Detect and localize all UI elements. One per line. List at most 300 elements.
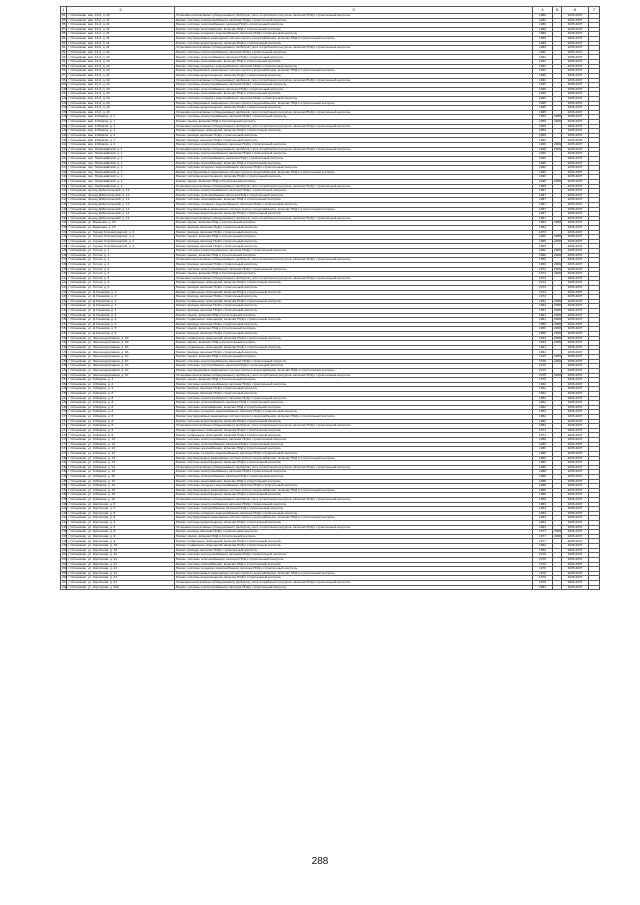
row-number-cell: 100: [62, 86, 68, 91]
year-built-cell: 1989: [533, 32, 553, 37]
year-built-cell: 1992: [533, 64, 553, 69]
year-built-cell: 1986: [533, 451, 553, 456]
planned-period-cell: 2035-2037: [562, 281, 589, 286]
planned-period-cell: 2035-2037: [562, 272, 589, 277]
work-type-cell: Ремонт системы электроснабжения, включая ПСД и строительный контроль: [175, 152, 533, 157]
year-built-cell: 1986: [533, 438, 553, 443]
planned-period-cell: 2035-2037: [562, 184, 589, 189]
row-number-cell: 181: [62, 460, 68, 465]
year-built-cell: 1989: [533, 23, 553, 28]
work-type-cell: Установка коллективных (общедомовых) приборов учета потребления ресурсов, включая ПСД и строительный контроль: [175, 497, 533, 502]
row-number-cell: 153: [62, 331, 68, 336]
work-type-cell: Ремонт фасада, включая ПСД и строительный контроль: [175, 285, 533, 290]
year-built-cell: 1983: [533, 502, 553, 507]
year-built-cell: 1962: [533, 304, 553, 309]
row-number-cell: 148: [62, 308, 68, 313]
year-built-cell: 1976: [533, 571, 553, 576]
work-type-cell: Ремонт фасада, включая ПСД и строительный контроль: [175, 309, 533, 314]
work-type-cell: Ремонт системы теплоснабжения, включая ПСД и строительный контроль: [175, 55, 533, 60]
planned-period-cell: 2035-2037: [562, 516, 589, 521]
work-type-cell: Ремонт внутридомовых инженерных систем горячего водоснабжения, включая ПСД и строительный контроль: [175, 69, 533, 74]
planned-period-cell: 2035-2037: [562, 193, 589, 198]
planned-period-cell: 2035-2037: [562, 179, 589, 184]
planned-period-cell: 2035-2037: [562, 78, 589, 83]
planned-period-cell: 2035-2037: [562, 60, 589, 65]
work-type-cell: Ремонт системы электроснабжения, включая ПСД и строительный контроль: [175, 396, 533, 401]
address-cell: г. Оятьмково, ул. Железнодорожная, д. 6А: [67, 336, 175, 341]
row-number-cell: 94: [62, 59, 66, 64]
row-number-cell: 184: [62, 473, 68, 478]
address-cell: г. Оятьмково, проезд Добросельский, д. 12: [67, 189, 175, 194]
row-number-cell: 204: [62, 566, 68, 571]
work-type-cell: Установка коллективных (общедомовых) приборов учета потребления ресурсов, включая ПСД и строительный контроль: [175, 276, 533, 281]
planned-period-cell: 2035-2037: [562, 507, 589, 512]
row-number-cell: 151: [62, 321, 68, 326]
year-renovated-cell: 2008: [554, 340, 561, 345]
address-cell: г. Оятьмково, мкн. 13-й, д. 21: [67, 41, 175, 46]
year-built-cell: 1988: [533, 479, 553, 484]
year-built-cell: 1986: [533, 447, 553, 452]
planned-period-cell: 2035-2037: [562, 55, 589, 60]
work-type-cell: Установка коллективных (общедомовых) приборов учета потребления ресурсов, включая ПСД и строительный контроль: [175, 78, 533, 83]
year-built-cell: 1990: [533, 184, 553, 189]
row-number-cell: 114: [62, 151, 67, 156]
work-type-cell: Установка коллективных (общедомовых) приборов учета потребления ресурсов, включая ПСД и строительный контроль: [175, 373, 533, 378]
row-number-cell: 108: [62, 123, 68, 128]
year-built-cell: 1968: [533, 147, 553, 152]
planned-period-cell: 2035-2037: [562, 212, 589, 217]
planned-period-cell: 2035-2037: [562, 244, 589, 249]
planned-period-cell: 2035-2037: [562, 262, 589, 267]
work-type-cell: Ремонт внутридомовых инженерных систем горячего водоснабжения, включая ПСД и строительный контроль: [175, 456, 533, 461]
row-number-cell: 150: [62, 317, 68, 322]
year-built-cell: 1986: [533, 456, 553, 461]
planned-period-cell: 2035-2037: [562, 451, 589, 456]
planned-period-cell: 2035-2037: [562, 562, 589, 567]
planned-period-cell: 2035-2037: [562, 341, 589, 346]
row-number-cell: 159: [62, 358, 68, 363]
planned-period-cell: 2035-2037: [562, 424, 589, 429]
year-built-cell: 1990: [533, 170, 553, 175]
year-built-cell: 1987: [533, 198, 553, 203]
address-cell: г. Оятьмково, ул. Железнодорожная, д. 10: [67, 359, 175, 364]
planned-period-cell: 2035-2037: [562, 258, 589, 263]
row-number-cell: 168: [62, 400, 68, 405]
planned-period-cell: 2035-2037: [562, 322, 589, 327]
planned-period-cell: 2035-2037: [562, 161, 589, 166]
row-number-cell: 173: [62, 423, 68, 428]
year-built-cell: 1987: [533, 216, 553, 221]
row-number-cell: 179: [62, 450, 68, 455]
address-cell: г. Оятьмково, ул. К.Маркса, д. 9: [67, 433, 175, 438]
planned-period-cell: 2035-2037: [562, 359, 589, 364]
year-renovated-cell: 2008: [554, 321, 561, 326]
work-type-cell: Ремонт системы холодного водоснабжения, включая ПСД и строительный контроль: [175, 567, 533, 572]
year-built-cell: 1956: [533, 327, 553, 332]
work-type-cell: Ремонт системы холодного водоснабжения, включая ПСД и строительный контроль: [175, 64, 533, 69]
row-number-cell: 172: [62, 418, 68, 423]
planned-period-cell: 2035-2037: [562, 295, 589, 300]
work-type-cell: Ремонт фасада, включая ПСД и строительный контроль: [175, 244, 533, 249]
row-number-cell: 166: [62, 391, 68, 396]
row-number-cell: 160: [62, 363, 68, 368]
planned-period-cell: 2035-2037: [562, 548, 589, 553]
address-cell: г. Оятьмково, пер. Первомайский, д. 1: [67, 179, 175, 184]
year-built-cell: 1995: [533, 92, 553, 97]
planned-period-cell: 2035-2037: [562, 83, 589, 88]
year-built-cell: 1977: [533, 534, 553, 539]
planned-period-cell: 2035-2037: [562, 571, 589, 576]
address-cell: г. Оятьмково, мкн. 13-й, д. 21: [67, 23, 175, 28]
year-built-cell: 1991: [533, 345, 553, 350]
address-cell: г. Оятьмково, пер. Первомайский, д. 1: [67, 161, 175, 166]
planned-period-cell: 2035-2037: [562, 396, 589, 401]
row-number-cell: 170: [62, 409, 68, 414]
address-cell: г. Оятьмково, ул. Кирпичная, д. 5: [67, 507, 175, 512]
row-number-cell: 207: [62, 580, 68, 584]
address-cell: г. Оятьмково, мкн. 13-й, д. 22: [67, 69, 175, 74]
address-cell: г. Оятьмково, мкн. 13-й, д. 21: [67, 27, 175, 32]
year-built-cell: 1983: [533, 507, 553, 512]
planned-period-cell: 2035-2037: [562, 484, 589, 489]
planned-period-cell: 2035-2037: [562, 156, 589, 161]
year-built-cell: 1989: [533, 18, 553, 23]
planned-period-cell: 2035-2037: [562, 378, 589, 383]
address-cell: г. Оятьмково, ул. Кирпичная, д. 21: [67, 557, 175, 562]
work-type-cell: Установка коллективных (общедомовых) приборов учета потребления ресурсов, включая ПСД и строительный контроль: [175, 580, 533, 585]
planned-period-cell: 2035-2037: [562, 299, 589, 304]
planned-period-cell: 2035-2037: [562, 96, 589, 101]
planned-period-cell: 2035-2037: [562, 553, 589, 558]
address-cell: г. Оятьмково, ул. Д.Ульянова, д. 4: [67, 322, 175, 327]
address-cell: г. Оятьмково, пер. Первомайский, д. 1: [67, 152, 175, 157]
work-type-cell: Ремонт системы водоотведения, включая ПСД и строительный контроль: [175, 41, 533, 46]
address-cell: г. Оятьмково, ул. Героев Сталинградской, д. 4: [67, 235, 175, 240]
year-renovated-cell: 2009: [554, 354, 561, 359]
work-type-cell: Ремонт внутридомовых инженерных систем горячего водоснабжения, включая ПСД и строительный контроль: [175, 101, 533, 106]
work-type-cell: Ремонт крыши, включая ПСД и строительный контроль: [175, 272, 533, 277]
address-cell: г. Оятьмково, проезд Добросельский, д. 12: [67, 198, 175, 203]
address-cell: г. Оятьмково, ул. Кирпичная, д. 9: [67, 530, 175, 535]
planned-period-cell: 2035-2037: [562, 37, 589, 42]
work-type-cell: Установка коллективных (общедомовых) приборов учета потребления ресурсов, включая ПСД и строительный контроль: [175, 216, 533, 221]
work-type-cell: Ремонт системы холодного водоснабжения, включая ПСД и строительный контроль: [175, 451, 533, 456]
year-built-cell: 1960: [533, 138, 553, 143]
row-number-cell: 134: [62, 243, 68, 248]
work-type-cell: Ремонт системы теплоснабжения, включая ПСД и строительный контроль: [175, 23, 533, 28]
address-cell: г. Оятьмково, ул. К.Маркса, д. 8: [67, 405, 175, 410]
planned-period-cell: 2035-2037: [562, 41, 589, 46]
row-number-cell: 164: [62, 381, 68, 386]
year-built-cell: 1992: [533, 55, 553, 60]
year-built-cell: 1983: [533, 511, 553, 516]
work-type-cell: Ремонт подвальных помещений, включая ПСД и строительный контроль: [175, 290, 533, 295]
year-built-cell: 1965: [533, 239, 553, 244]
year-built-cell: 1962: [533, 544, 553, 549]
year-built-cell: 1991: [533, 350, 553, 355]
row-number-cell: 188: [62, 492, 68, 497]
work-type-cell: Ремонт подвальных помещений, включая ПСД и строительный контроль: [175, 336, 533, 341]
work-type-cell: Ремонт системы электроснабжения, включая ПСД и строительный контроль: [175, 470, 533, 475]
work-type-cell: Ремонт крыши, включая ПСД и строительный контроль: [175, 253, 533, 258]
row-number-cell: 109: [62, 128, 68, 133]
work-type-cell: Ремонт системы газоснабжения, включая ПСД и строительный контроль: [175, 562, 533, 567]
address-cell: г. Оятьмково, ул. К.Маркса, д. 9: [67, 428, 175, 433]
work-type-cell: Ремонт фасада, включая ПСД и строительный контроль: [175, 239, 533, 244]
row-number-cell: 107: [62, 119, 68, 124]
planned-period-cell: 2035-2037: [562, 488, 589, 493]
year-built-cell: 1988: [533, 470, 553, 475]
extra-cell: [589, 585, 600, 590]
address-cell: г. Оятьмково, мкн. К.Маркса, д. 1: [67, 120, 175, 125]
work-type-cell: Ремонт фасада, включая ПСД и строительный контроль: [175, 138, 533, 143]
year-built-cell: 1956: [533, 332, 553, 337]
work-type-cell: Ремонт системы электроснабжения, включая ПСД и строительный контроль: [175, 585, 533, 590]
planned-period-cell: 2035-2037: [562, 419, 589, 424]
address-cell: г. Оятьмково, ул. К.Маркса, д. 13: [67, 465, 175, 470]
year-built-cell: 1995: [533, 110, 553, 115]
row-number-cell: 121: [62, 183, 68, 188]
address-cell: г. Оятьмково, мкн. 13-й, д. 23: [67, 106, 175, 111]
address-cell: г. Оятьмково, мкн. 13-й, д. 23: [67, 101, 175, 106]
work-type-cell: Ремонт системы электроснабжения, включая ПСД и строительный контроль: [175, 382, 533, 387]
planned-period-cell: 2035-2037: [562, 530, 589, 535]
work-type-cell: Ремонт системы газоснабжения, включая ПСД и строительный контроль: [175, 161, 533, 166]
address-cell: г. Оятьмково, мкн. К.Маркса, д. 2: [67, 133, 175, 138]
year-built-cell: 1990: [533, 166, 553, 171]
row-number-cell: 156: [62, 344, 68, 349]
address-cell: г. Оятьмково, ул. Железнодорожная, д. 10: [67, 355, 175, 360]
planned-period-cell: 2035-2037: [562, 50, 589, 55]
row-number-cell: 118: [62, 169, 67, 174]
year-built-cell: 1977: [533, 539, 553, 544]
planned-period-cell: 2035-2037: [562, 69, 589, 74]
work-type-cell: Ремонт системы теплоснабжения, включая ПСД и строительный контроль: [175, 87, 533, 92]
schedule-table: [60, 6, 600, 590]
address-cell: г. Оятьмково, ул. Баранова, д. 15: [67, 221, 175, 226]
work-type-cell: Ремонт внутридомовых инженерных систем горячего водоснабжения, включая ПСД и строительный контроль: [175, 415, 533, 420]
address-cell: г. Оятьмково, ул. Д.Ульянова, д. 5: [67, 332, 175, 337]
work-type-cell: Ремонт крыши, включая ПСД и строительный контроль: [175, 221, 533, 226]
row-number-cell: 149: [62, 312, 68, 317]
planned-period-cell: 2035-2037: [562, 309, 589, 314]
year-built-cell: 1973: [533, 281, 553, 286]
address-cell: г. Оятьмково, ул. Гоголя, д. 3: [67, 272, 175, 277]
row-number-cell: 163: [62, 377, 68, 382]
year-built-cell: 1960: [533, 262, 553, 267]
year-built-cell: 1962: [533, 382, 553, 387]
work-type-cell: Ремонт системы теплоснабжения, включая ПСД и строительный контроль: [175, 401, 533, 406]
row-number-cell: 86: [62, 22, 66, 27]
work-type-cell: Ремонт подвальных помещений, включая ПСД и строительный контроль: [175, 281, 533, 286]
work-type-cell: Ремонт системы электроснабжения, включая ПСД и строительный контроль: [175, 267, 533, 272]
planned-period-cell: 2035-2037: [562, 304, 589, 309]
year-built-cell: 1990: [533, 161, 553, 166]
planned-period-cell: 2035-2037: [562, 276, 589, 281]
year-built-cell: 1965: [533, 235, 553, 240]
row-number-cell: 165: [62, 386, 68, 391]
work-type-cell: Ремонт фасада, включая ПСД и строительный контроль: [175, 230, 533, 235]
address-cell: г. Оятьмково, ул. Железнодорожная, д. 6А: [67, 341, 175, 346]
address-cell: г. Оятьмково, проезд Добросельский, д. 12: [67, 216, 175, 221]
row-number-cell: 131: [62, 229, 68, 234]
row-number-cell: 161: [62, 367, 68, 372]
address-cell: г. Оятьмково, ул. Д.Ульянова, д. 4: [67, 313, 175, 318]
address-cell: г. Оятьмково, мкн. 13-й, д. 22: [67, 50, 175, 55]
address-cell: г. Оятьмково, ул. К.Маркса, д. 2: [67, 387, 175, 392]
planned-period-cell: 2035-2037: [562, 92, 589, 97]
row-number-cell: 97: [62, 72, 66, 77]
row-number-cell: 87: [62, 26, 66, 31]
row-number-cell: 93: [62, 54, 66, 59]
year-renovated-cell: 2009: [554, 358, 561, 363]
planned-period-cell: 2035-2037: [562, 120, 589, 125]
address-cell: г. Оятьмково, ул. Кирпичная, д. 33А: [67, 585, 175, 590]
planned-period-cell: 2035-2037: [562, 373, 589, 378]
planned-period-cell: 2035-2037: [562, 534, 589, 539]
work-type-cell: Ремонт подвальных помещений, включая ПСД и строительный контроль: [175, 428, 533, 433]
planned-period-cell: 2035-2037: [562, 73, 589, 78]
work-type-cell: Ремонт системы электроснабжения, включая ПСД и строительный контроль: [175, 18, 533, 23]
work-type-cell: Ремонт системы водоотведения, включая ПСД и строительный контроль: [175, 419, 533, 424]
planned-period-cell: 2035-2037: [562, 438, 589, 443]
work-type-cell: Ремонт системы электроснабжения, включая ПСД и строительный контроль: [175, 502, 533, 507]
row-number-cell: 119: [62, 174, 67, 179]
year-built-cell: 1976: [533, 567, 553, 572]
row-number-cell: 171: [62, 414, 68, 419]
planned-period-cell: 2035-2037: [562, 470, 589, 475]
address-cell: г. Оятьмково, пер. Первомайский, д. 1: [67, 147, 175, 152]
row-number-cell: 187: [62, 487, 68, 492]
row-number-cell: 105: [62, 109, 68, 114]
planned-period-cell: 2035-2037: [562, 189, 589, 194]
row-number-cell: 178: [62, 446, 68, 451]
address-cell: г. Оятьмково, мкн. 13-й, д. 22: [67, 60, 175, 65]
row-number-cell: 154: [62, 335, 68, 340]
year-built-cell: 1976: [533, 576, 553, 581]
year-built-cell: 1986: [533, 461, 553, 466]
work-type-cell: Ремонт крыши, включая ПСД и строительный контроль: [175, 341, 533, 346]
address-cell: г. Оятьмково, ул. К.Маркса, д. 13: [67, 442, 175, 447]
planned-period-cell: 2035-2037: [562, 433, 589, 438]
planned-period-cell: 2035-2037: [562, 493, 589, 498]
year-renovated-cell: 2009: [554, 266, 561, 271]
address-cell: г. Оятьмково, ул. К.Маркса, д. 13: [67, 447, 175, 452]
address-cell: г. Оятьмково, ул. Кирпичная, д. 21: [67, 567, 175, 572]
address-cell: г. Оятьмково, ул. К.Маркса, д. 15: [67, 474, 175, 479]
address-cell: г. Оятьмково, проезд Добросельский, д. 12: [67, 212, 175, 217]
address-cell: г. Оятьмково, мкн. К.Маркса, д. 1: [67, 129, 175, 134]
work-type-cell: Ремонт системы электроснабжения, включая ПСД и строительный контроль: [175, 438, 533, 443]
planned-period-cell: 2035-2037: [562, 382, 589, 387]
year-built-cell: 1989: [533, 27, 553, 32]
row-number-cell: 126: [62, 206, 68, 211]
planned-period-cell: 2035-2037: [562, 207, 589, 212]
header-cell: 1: [62, 7, 65, 12]
work-type-cell: Ремонт системы холодного водоснабжения, включая ПСД и строительный контроль: [175, 166, 533, 171]
work-type-cell: Ремонт подвальных помещений, включая ПСД и строительный контроль: [175, 345, 533, 350]
work-type-cell: Ремонт системы теплоснабжения, включая ПСД и строительный контроль: [175, 364, 533, 369]
row-number-cell: 104: [62, 105, 68, 110]
row-number-cell: 90: [62, 40, 66, 45]
work-type-cell: Установка коллективных (общедомовых) приборов учета потребления ресурсов, включая ПСД и строительный контроль: [175, 46, 533, 51]
work-type-cell: Ремонт системы водоотведения, включая ПСД и строительный контроль: [175, 521, 533, 526]
planned-period-cell: 2035-2037: [562, 14, 589, 19]
work-type-cell: Установка коллективных (общедомовых) приборов учета потребления ресурсов, включая ПСД и строительный контроль: [175, 14, 533, 19]
row-number-cell: 89: [62, 36, 66, 41]
year-built-cell: 1956: [533, 322, 553, 327]
row-number-cell: 167: [62, 395, 68, 400]
row-number-cell: 125: [62, 202, 68, 207]
work-type-cell: Ремонт фасада, включая ПСД и строительный контроль: [175, 387, 533, 392]
planned-period-cell: 2035-2037: [562, 415, 589, 420]
address-cell: г. Оятьмково, ул. Баранова, д. 15: [67, 226, 175, 231]
work-type-cell: Ремонт подвальных помещений, включая ПСД и строительный контроль: [175, 544, 533, 549]
year-built-cell: 1974: [533, 290, 553, 295]
year-renovated-cell: 2009: [554, 261, 561, 266]
work-type-cell: Ремонт крыши, включая ПСД и строительный контроль: [175, 313, 533, 318]
year-built-cell: 1987: [533, 193, 553, 198]
work-type-cell: Ремонт подвальных помещений, включая ПСД и строительный контроль: [175, 129, 533, 134]
planned-period-cell: 2035-2037: [562, 350, 589, 355]
work-type-cell: Ремонт системы холодного водоснабжения, включая ПСД и строительный контроль: [175, 410, 533, 415]
year-renovated-cell: 2008: [554, 529, 561, 534]
year-built-cell: 1983: [533, 525, 553, 530]
row-number-cell: 95: [62, 63, 66, 68]
year-built-cell: 1976: [533, 580, 553, 585]
planned-period-cell: 2035-2037: [562, 129, 589, 134]
row-number-cell: 138: [62, 261, 68, 266]
planned-period-cell: 2035-2037: [562, 230, 589, 235]
row-number-cell: 99: [62, 82, 66, 87]
row-number-cell: 139: [62, 266, 68, 271]
row-number-cell: 96: [62, 68, 66, 73]
work-type-cell: Ремонт системы теплоснабжения, включая ПСД и строительный контроль: [175, 442, 533, 447]
planned-period-cell: 2035-2037: [562, 143, 589, 148]
planned-period-cell: 2035-2037: [562, 336, 589, 341]
address-cell: г. Оятьмково, ул. Героев Сталинградской, д. 3: [67, 230, 175, 235]
work-type-cell: Ремонт фасада, включая ПСД и строительный контроль: [175, 262, 533, 267]
row-number-cell: 98: [62, 77, 66, 82]
planned-period-cell: 2035-2037: [562, 23, 589, 28]
year-built-cell: 1987: [533, 212, 553, 217]
work-type-cell: Ремонт внутридомовых инженерных систем горячего водоснабжения, включая ПСД и строительный контроль: [175, 516, 533, 521]
work-type-cell: Установка коллективных (общедомовых) приборов учета потребления ресурсов, включая ПСД и строительный контроль: [175, 525, 533, 530]
work-type-cell: Ремонт системы водоотведения, включая ПСД и строительный контроль: [175, 461, 533, 466]
address-cell: г. Оятьмково, ул. Гоголя, д. 3: [67, 267, 175, 272]
planned-period-cell: 2035-2037: [562, 27, 589, 32]
work-type-cell: Ремонт фасада, включая ПСД и строительный контроль: [175, 332, 533, 337]
address-cell: г. Оятьмково, ул. К.Маркса, д. 13: [67, 451, 175, 456]
year-renovated-cell: [553, 585, 562, 590]
work-type-cell: Ремонт крыши, включая ПСД и строительный контроль: [175, 355, 533, 360]
address-cell: г. Оятьмково, ул. К.Маркса, д. 15: [67, 484, 175, 489]
planned-period-cell: 2035-2037: [562, 539, 589, 544]
planned-period-cell: 2035-2037: [562, 267, 589, 272]
address-cell: г. Оятьмково, ул. Кирпичная, д. 5: [67, 511, 175, 516]
planned-period-cell: 2035-2037: [562, 557, 589, 562]
year-built-cell: 1973: [533, 230, 553, 235]
address-cell: г. Оятьмково, ул. К.Маркса, д. 8: [67, 415, 175, 420]
address-cell: г. Оятьмково, проезд Добросельский, д. 12: [67, 193, 175, 198]
work-type-cell: Установка коллективных (общедомовых) приборов учета потребления ресурсов, включая ПСД и строительный контроль: [175, 184, 533, 189]
work-type-cell: Ремонт системы электроснабжения, включая ПСД и строительный контроль: [175, 359, 533, 364]
address-cell: г. Оятьмково, ул. Кирпичная, д. 5: [67, 516, 175, 521]
planned-period-cell: 2035-2037: [562, 170, 589, 175]
year-built-cell: 1962: [533, 221, 553, 226]
year-built-cell: 1982: [533, 396, 553, 401]
year-built-cell: 1973: [533, 272, 553, 277]
